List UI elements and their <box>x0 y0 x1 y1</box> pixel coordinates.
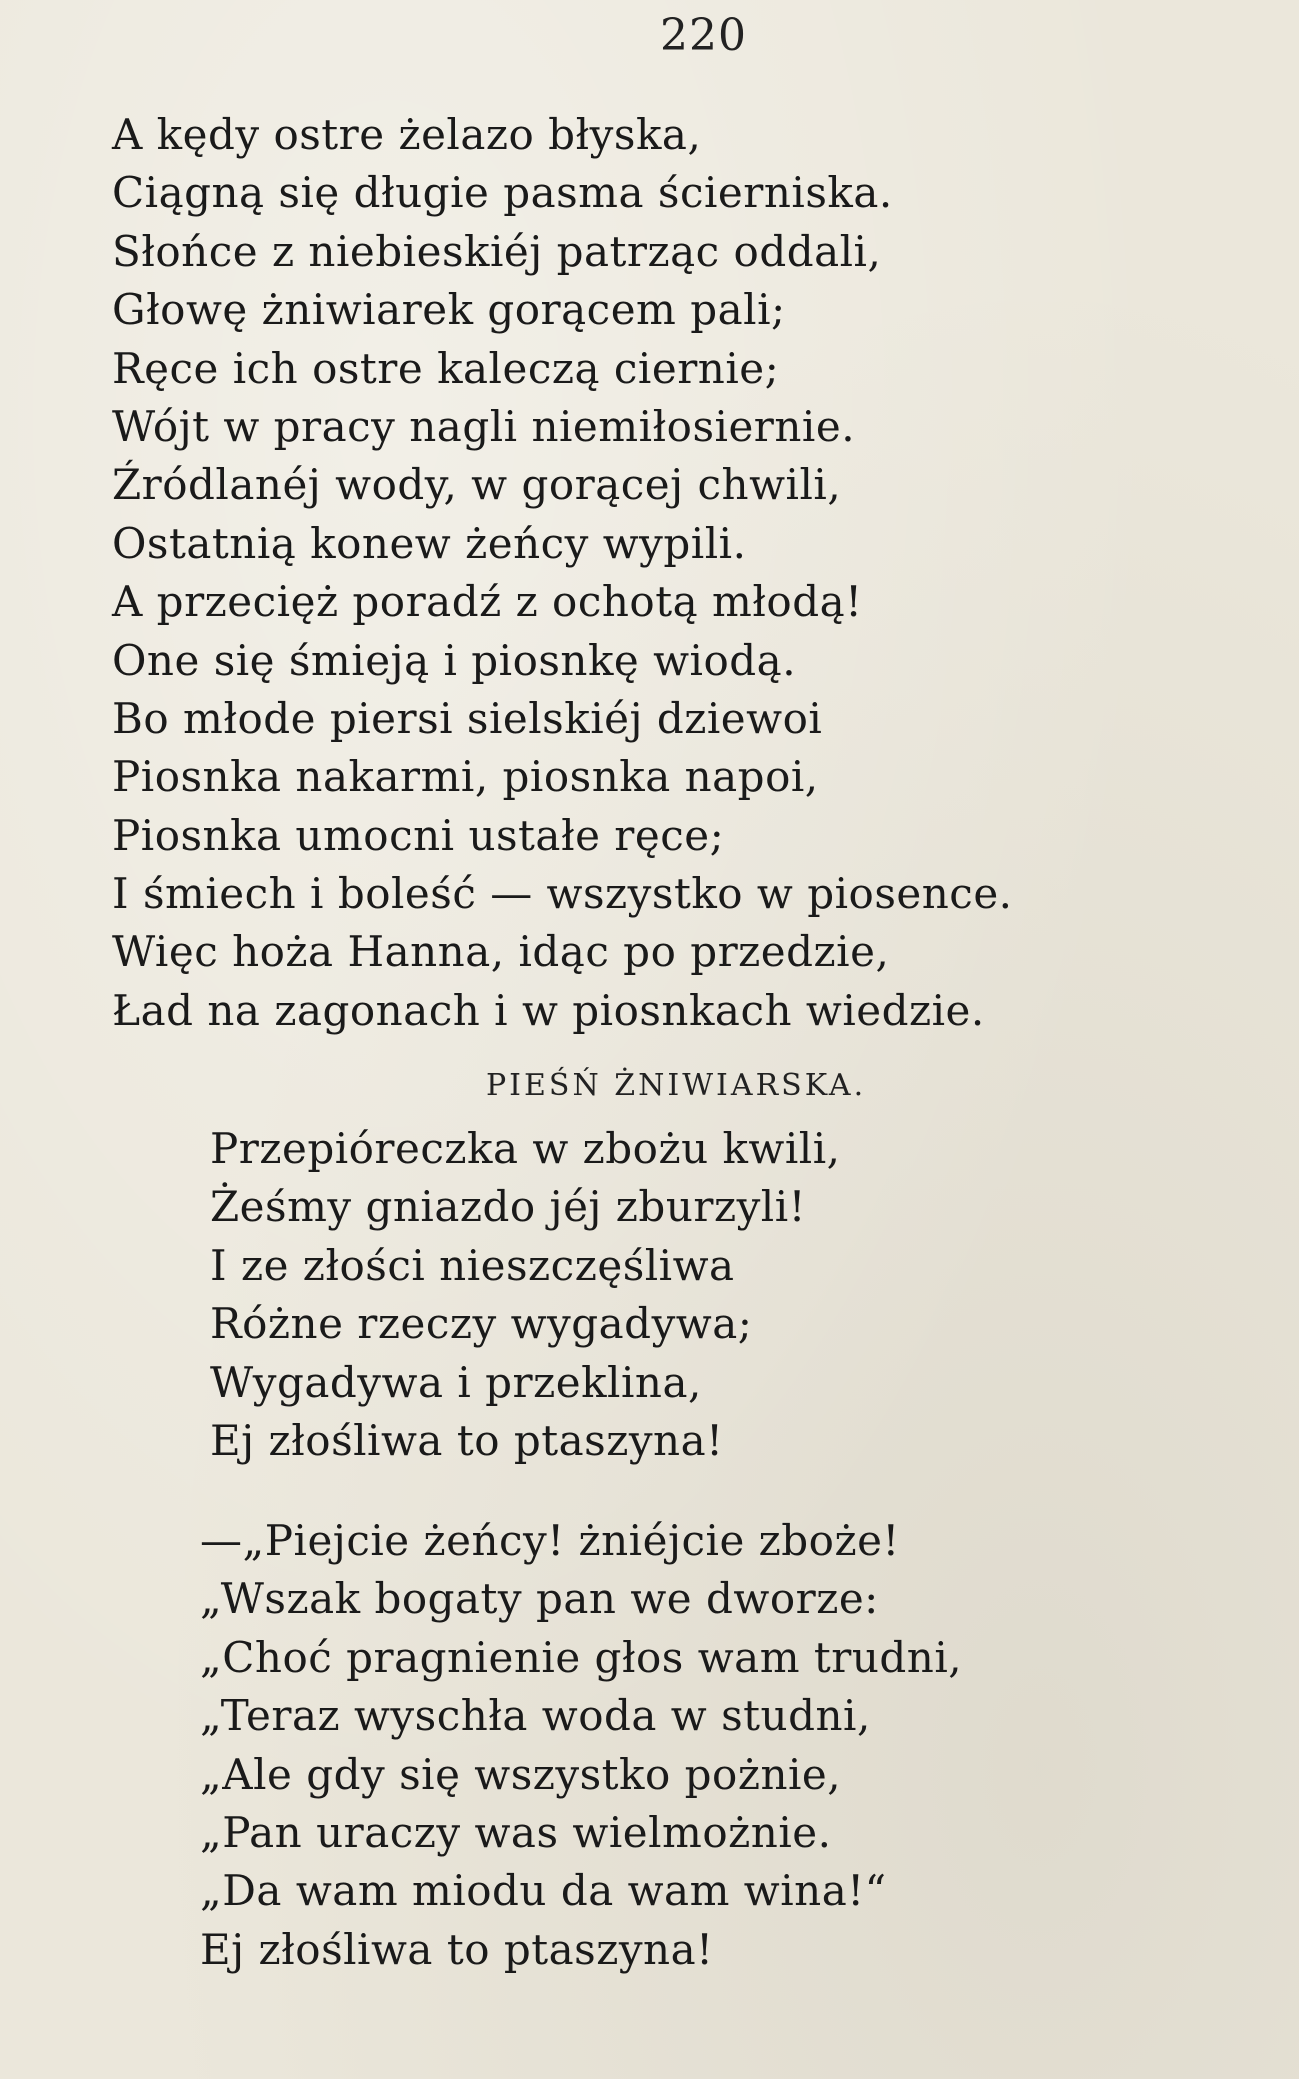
poem-line: Wójt w pracy nagli niemiłosiernie. <box>112 401 856 451</box>
poem-line: Słońce z niebieskiéj patrząc oddali, <box>112 226 882 276</box>
poem-line: „Da wam miodu da wam wina!“ <box>200 1866 887 1916</box>
poem-stanza-3 <box>200 1512 962 1979</box>
poem-line: „Teraz wyschła woda w studni, <box>200 1691 871 1741</box>
page-number: 220 <box>660 10 747 61</box>
poem-line: Ej złośliwa to ptaszyna! <box>200 1924 714 1974</box>
poem-line: I ze złości nieszczęśliwa <box>210 1240 735 1290</box>
poem-line: Piosnka nakarmi, piosnka napoi, <box>112 752 819 802</box>
poem-line: Więc hoża Hanna, idąc po przedzie, <box>112 927 890 977</box>
poem-line: Żeśmy gniazdo jéj zburzyli! <box>210 1182 807 1232</box>
poem-line: Ład na zagonach i w piosnkach wiedzie. <box>112 985 985 1035</box>
poem-line: Ręce ich ostre kaleczą ciernie; <box>112 343 780 393</box>
poem-line: „Wszak bogaty pan we dworze: <box>200 1574 879 1624</box>
poem-line: Źródlanéj wody, w gorącej chwili, <box>112 460 842 510</box>
poem-line: Głowę żniwiarek gorącem pali; <box>112 285 786 335</box>
poem-stanza-1 <box>112 106 1013 1040</box>
poem-line: I śmiech i boleść — wszystko w piosence. <box>112 869 1013 919</box>
poem-line: Przepióreczka w zbożu kwili, <box>210 1124 841 1173</box>
poem-line: Wygadywa i przeklina, <box>210 1357 702 1407</box>
poem-line: —„Piejcie żeńcy! żniéjcie zboże! <box>200 1516 900 1565</box>
poem-line: „Ale gdy się wszystko pożnie, <box>200 1749 842 1799</box>
poem-line: Bo młode piersi sielskiéj dziewoi <box>112 693 823 743</box>
poem-line: One się śmieją i piosnkę wiodą. <box>112 635 797 685</box>
poem-line: Ciągną się długie pasma ścierniska. <box>112 168 893 218</box>
section-title: PIEŚŃ ŻNIWIARSKA. <box>486 1068 867 1103</box>
poem-line: „Choć pragnienie głos wam trudni, <box>200 1632 963 1682</box>
poem-line: A kędy ostre żelazo błyska, <box>112 110 702 159</box>
poem-stanza-2 <box>210 1120 841 1470</box>
poem-line: A przecięż poradź z ochotą młodą! <box>112 577 863 627</box>
poem-line: Piosnka umocni ustałe ręce; <box>112 810 725 860</box>
poem-line: „Pan uraczy was wielmożnie. <box>200 1807 832 1857</box>
poem-line: Ej złośliwa to ptaszyna! <box>210 1415 724 1465</box>
poem-line: Ostatnią konew żeńcy wypili. <box>112 518 747 568</box>
poem-line: Różne rzeczy wygadywa; <box>210 1299 753 1349</box>
